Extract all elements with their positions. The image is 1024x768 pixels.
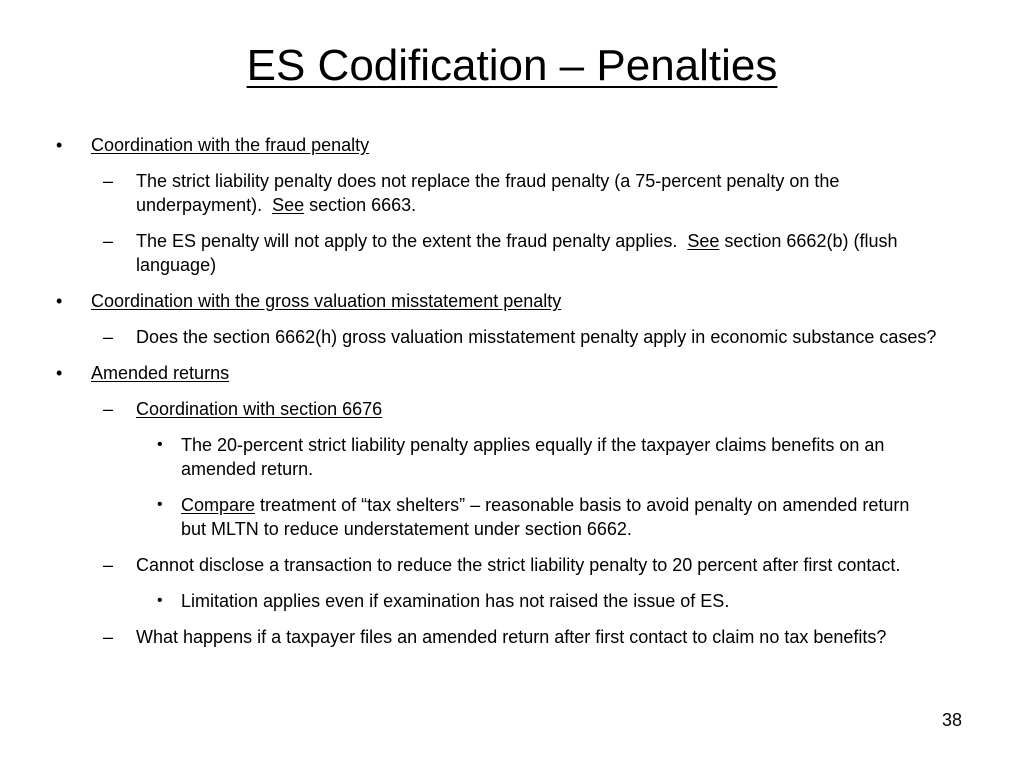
bullet-marker: • (157, 592, 163, 609)
bullet-heading: Coordination with the gross valuation misstatement penalty (91, 291, 562, 311)
item-text: section 6663. (304, 195, 417, 215)
page-number: 38 (941, 710, 962, 730)
bullet-marker: • (56, 291, 63, 311)
item-text: Does the section 6662(h) gross valuation misstatement penalty apply in economic substance cases? (136, 327, 937, 347)
item-text: The 20-percent strict liability penalty applies equally if the taxpayer claims benefits on an amended return. (181, 435, 885, 479)
bullet-heading: Amended returns (91, 363, 230, 383)
sub-bullet-item (0, 229, 1024, 277)
dash-marker: – (103, 399, 114, 419)
item-text: The ES penalty will not apply to the extent the fraud penalty applies. (136, 231, 688, 251)
dash-marker: – (103, 327, 114, 347)
bullet-list (0, 133, 1024, 661)
dash-marker: – (103, 627, 114, 647)
dash-marker: – (103, 231, 114, 251)
bullet-item (0, 133, 1024, 157)
sub-bullet-item (0, 625, 1024, 649)
bullet-heading: Coordination with the fraud penalty (91, 135, 370, 155)
sub-sub-bullet-item (0, 433, 1024, 481)
compare-reference: Compare (181, 495, 256, 515)
bullet-marker: • (56, 363, 63, 383)
bullet-item (0, 289, 1024, 313)
bullet-marker: • (56, 135, 63, 155)
sub-sub-bullet-item (0, 589, 1024, 613)
item-text: section 6662(b) (flush language) (136, 231, 898, 275)
sub-bullet-item (0, 325, 1024, 349)
see-reference: See (272, 195, 305, 215)
see-reference: See (687, 231, 720, 251)
sub-heading: Coordination with section 6676 (136, 399, 383, 419)
sub-bullet-item (0, 553, 1024, 577)
dash-marker: – (103, 555, 114, 575)
dash-marker: – (103, 171, 114, 191)
item-text: The strict liability penalty does not replace the fraud penalty (a 75-percent penalty on the underpayment). (136, 171, 840, 215)
bullet-marker: • (157, 496, 163, 513)
sub-bullet-item (0, 169, 1024, 217)
item-text: Limitation applies even if examination has not raised the issue of ES. (181, 591, 730, 611)
bullet-item (0, 361, 1024, 385)
item-text: Cannot disclose a transaction to reduce the strict liability penalty to 20 percent after first contact. (136, 555, 901, 575)
bullet-marker: • (157, 436, 163, 453)
sub-bullet-item (0, 397, 1024, 421)
item-text: treatment of “tax shelters” – reasonable basis to avoid penalty on amended return but MLTN to reduce understatement under section 6662. (181, 495, 910, 539)
sub-sub-bullet-item (0, 493, 1024, 541)
slide-title: ES Codification – Penalties (246, 41, 778, 90)
item-text: What happens if a taxpayer files an amended return after first contact to claim no tax benefits? (136, 627, 887, 647)
